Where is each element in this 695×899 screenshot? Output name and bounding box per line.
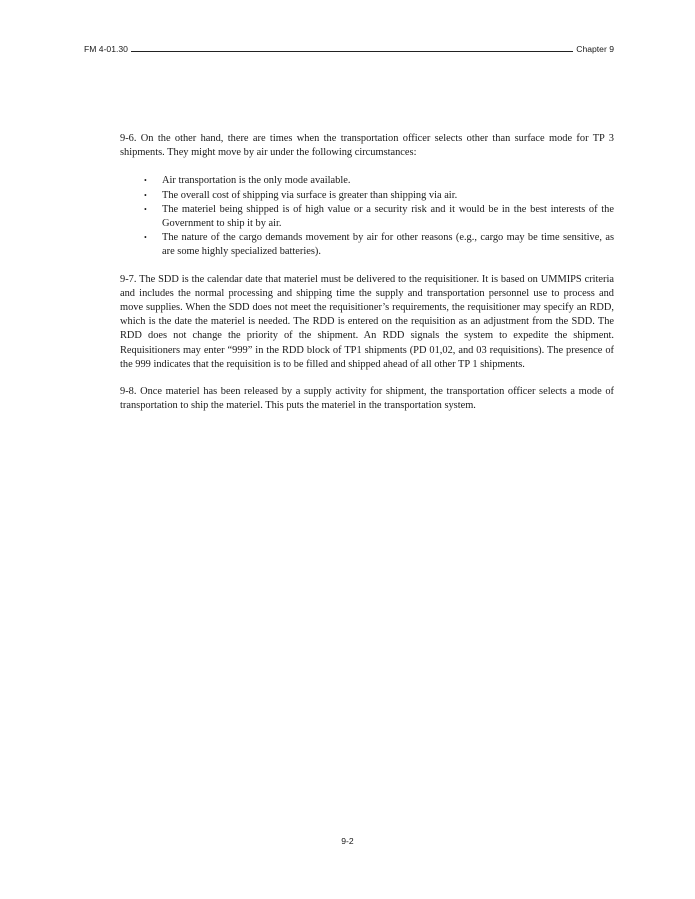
list-item-text: Air transportation is the only mode available. (162, 175, 351, 187)
bullet-icon: • (144, 176, 147, 186)
circumstances-list (120, 174, 614, 259)
list-item (120, 203, 614, 231)
list-item-text: The overall cost of shipping via surface is greater than shipping via air. (162, 189, 458, 201)
page-body (120, 132, 614, 426)
list-item (120, 231, 614, 259)
bullet-icon: • (144, 204, 147, 214)
page-header (84, 40, 614, 54)
list-item-text: The materiel being shipped is of high value or a security risk and it would be in the best interests of the Government to ship it by air. (162, 203, 614, 230)
paragraph-9-7: 9-7. The SDD is the calendar date that materiel must be delivered to the requisitioner. It is based on UMMIPS criteria and includes the normal processing and shipping time the supply and transportation personnel use to process and move supplies. When the SDD does not meet the requisitioner’s requirements, the requisitioner may specify an RDD, which is the date the materiel is needed. The RDD is entered on the requisition as an adjustment from the SDD. The RDD does not change the priority of the shipment. An RDD signals the system to expedite the shipment. Requisitioners may enter “999” in the RDD block of TP1 shipments (PD 01,02, and 03 requisitions). The presence of the 999 indicates that the requisition is to be filled and shipped ahead of all other TP 1 shipments. (120, 273, 614, 370)
header-manual-id: FM 4-01.30 (84, 44, 128, 54)
page-footer (0, 836, 695, 846)
paragraph-9-8: 9-8. Once materiel has been released by a supply activity for shipment, the transportation officer selects a mode of transportation to ship the materiel. This puts the materiel in the transportation system. (120, 386, 614, 412)
header-chapter: Chapter 9 (576, 44, 614, 54)
bullet-icon: • (144, 190, 147, 200)
list-item (120, 174, 614, 188)
list-item (120, 189, 614, 203)
paragraph-9-6: 9-6. On the other hand, there are times when the transportation officer selects other than surface mode for TP 3 shipments. They might move by air under the following circumstances: (120, 133, 614, 159)
header-rule (131, 51, 573, 52)
page-number: 9-2 (341, 836, 354, 846)
list-item-text: The nature of the cargo demands movement by air for other reasons (e.g., cargo may be time sensitive, as are some highly specialized batteries). (162, 232, 614, 258)
bullet-icon: • (144, 233, 147, 243)
